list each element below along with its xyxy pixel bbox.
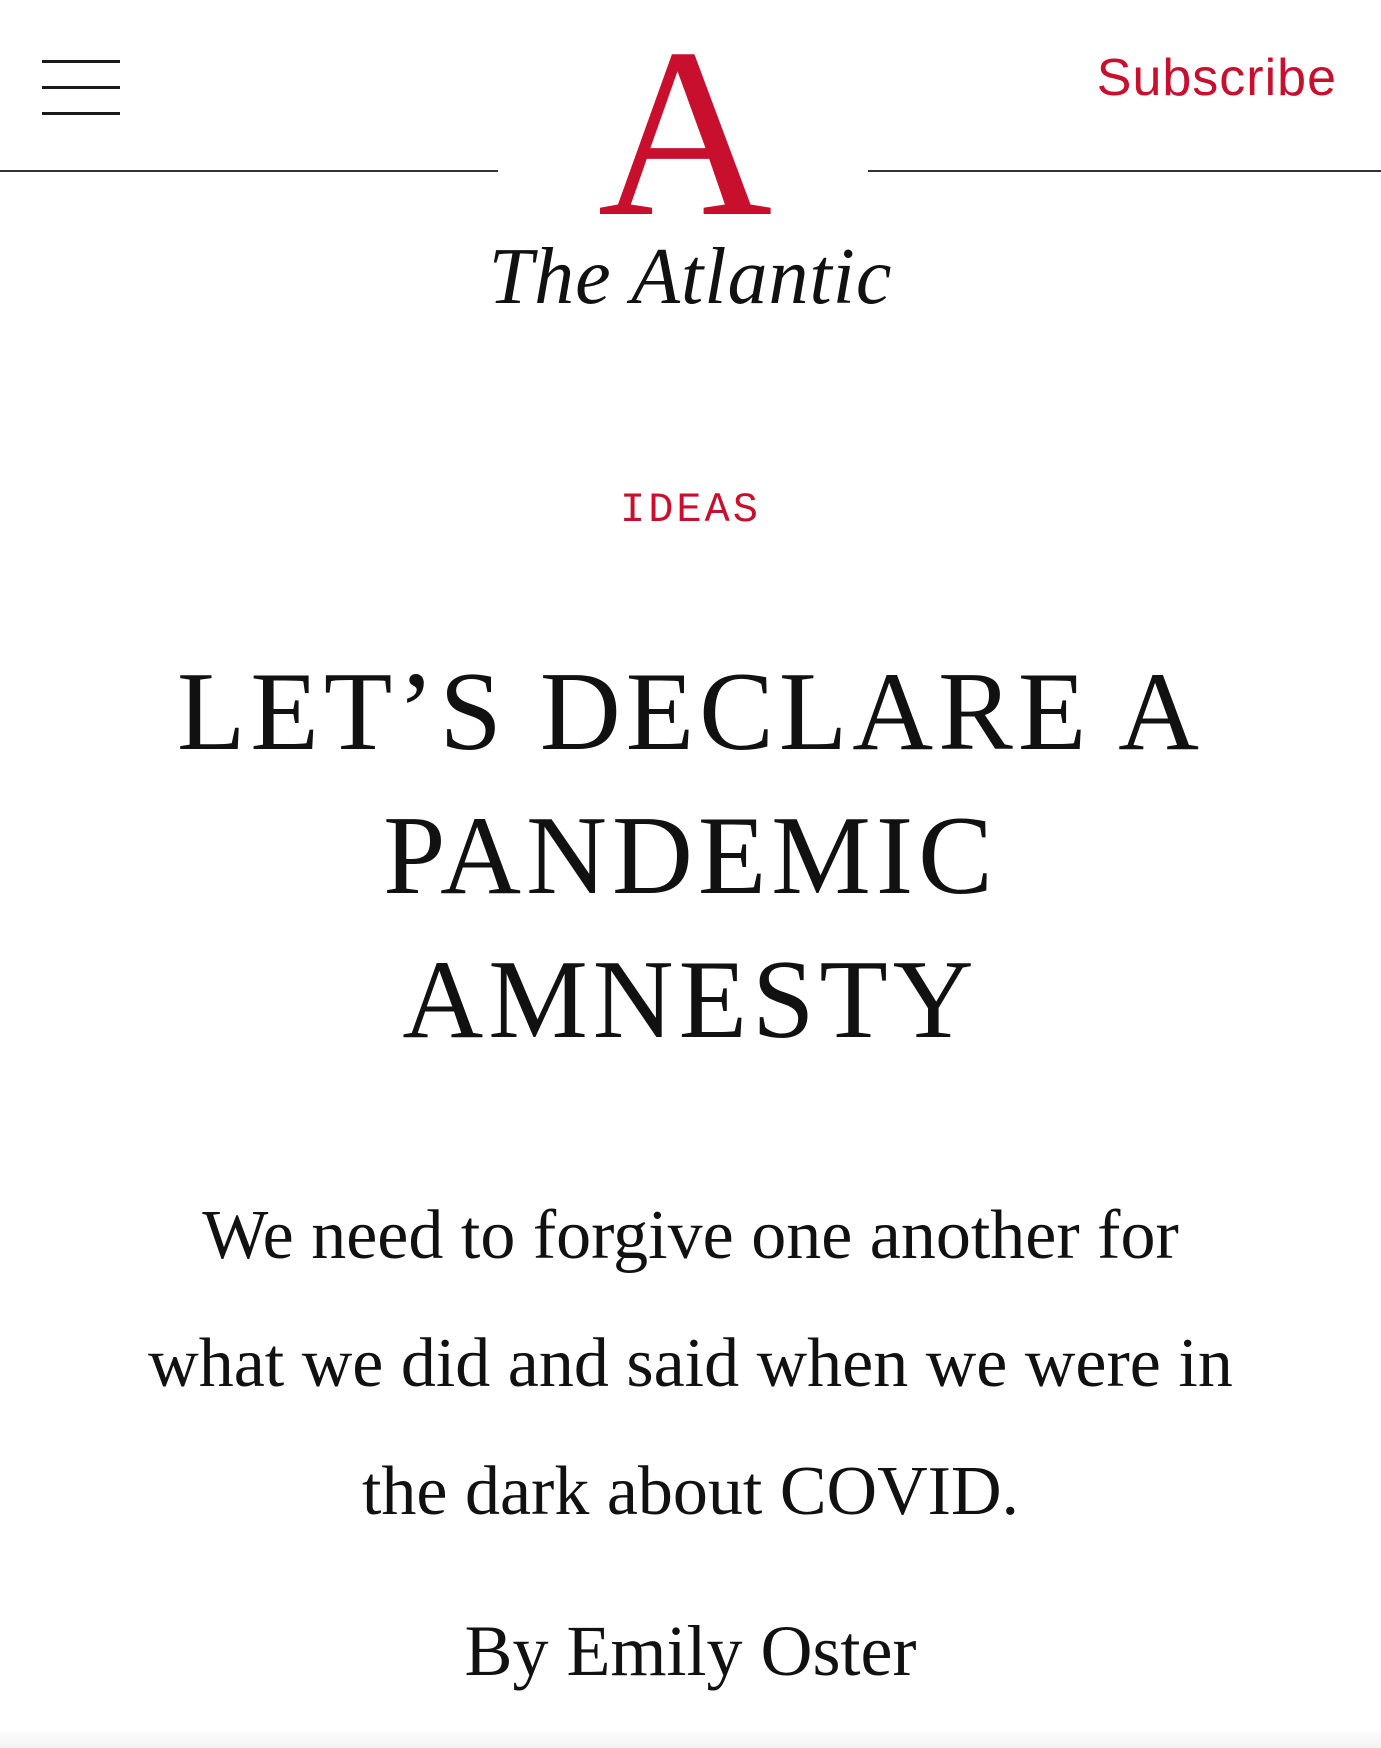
dek-line: We need to forgive one another for: [202, 1197, 1179, 1274]
subscribe-link[interactable]: Subscribe: [1096, 49, 1337, 107]
dek-line: what we did and said when we were in: [148, 1325, 1233, 1402]
header-divider-right: [868, 170, 1381, 172]
menu-bar: [42, 86, 120, 89]
header-divider-left: [0, 170, 498, 172]
dek-line: the dark about COVID.: [361, 1453, 1020, 1530]
site-header: [0, 0, 1381, 340]
article-headline: [40, 640, 1341, 1072]
author-link[interactable]: Emily Oster: [566, 1611, 917, 1691]
section-label[interactable]: IDEAS: [619, 486, 762, 534]
byline-prefix: By: [464, 1611, 549, 1691]
page-bottom-edge: [0, 1728, 1381, 1748]
headline-line: PANDEMIC: [383, 794, 998, 918]
article-dek: [60, 1172, 1321, 1556]
logo-letter: A: [597, 0, 773, 267]
headline-line: AMNESTY: [402, 938, 979, 1062]
menu-bar: [42, 112, 120, 115]
atlantic-a-logo-icon[interactable]: [597, 0, 773, 267]
hamburger-menu-icon[interactable]: [40, 55, 122, 125]
logo-wordmark[interactable]: The Atlantic: [488, 233, 893, 321]
menu-bar: [42, 60, 120, 63]
byline: [0, 1610, 1381, 1693]
headline-line: LET’S DECLARE A: [177, 650, 1204, 774]
